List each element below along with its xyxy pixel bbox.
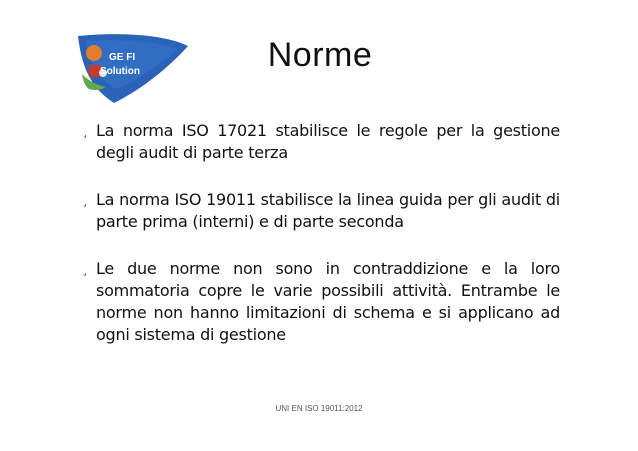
bullet-item-norme-comparison (82, 258, 560, 346)
bullet-item-iso-17021 (82, 120, 560, 164)
logo-text-solution: Solution (100, 66, 140, 77)
bullet-icon: ¸ (82, 193, 88, 207)
bullet-text: La norma ISO 19011 stabilisce la linea guida per gli audit di parte prima (interni) e di parte seconda (96, 190, 560, 231)
slide-title: Norme (267, 36, 373, 74)
bullet-icon: ¸ (82, 124, 88, 138)
bullet-item-iso-19011 (82, 189, 560, 233)
bullet-text: La norma ISO 17021 stabilisce le regole per la gestione degli audit di parte terza (96, 121, 560, 162)
bullet-text: Le due norme non sono in contraddizione e la loro sommatoria copre le varie possibili attività. Entrambe le norme non hanno limitazioni di schema e si applicano ad ogni sistema di gestione (96, 259, 560, 344)
ge-fi-solution-logo (72, 28, 192, 106)
logo-text-ge-fi: GE FI (109, 52, 136, 63)
bullet-icon: ¸ (82, 262, 88, 276)
slide-footer: UNI EN ISO 19011:2012 (275, 404, 363, 413)
bullet-list (82, 120, 560, 371)
